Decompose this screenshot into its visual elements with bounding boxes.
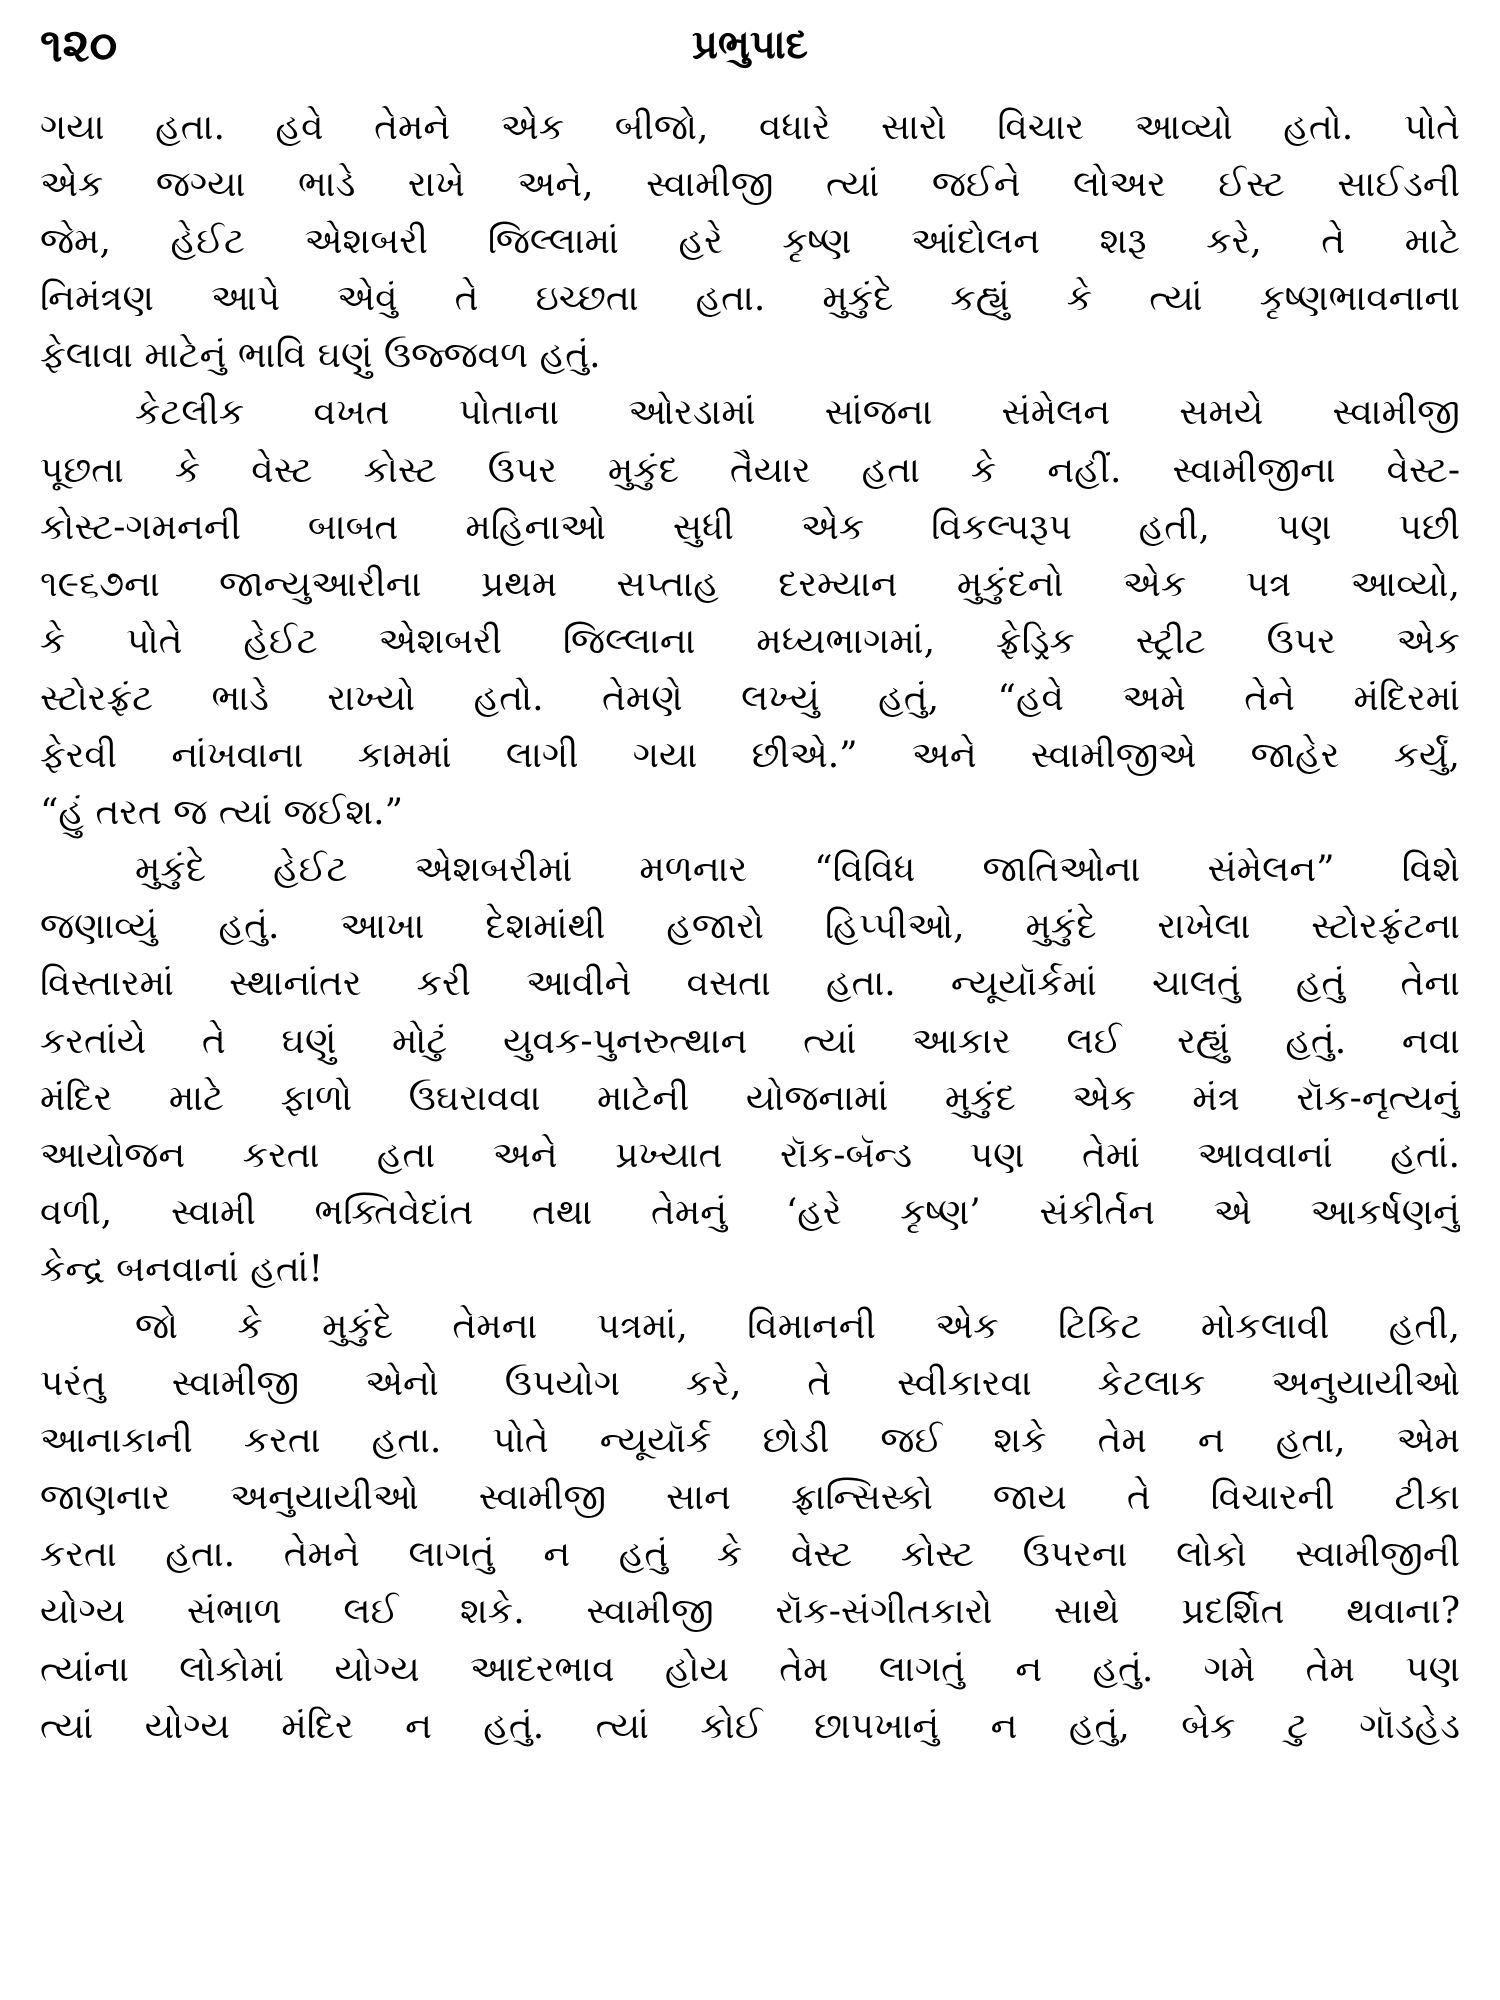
text-line: પરંતુ સ્વામીજી એનો ઉપયોગ કરે, તે સ્વીકારવા કેટલાક અનુયાયીઓ [40,1363,1460,1405]
text-line: ફેરવી નાંખવાના કામમાં લાગી ગયા છીએ.” અને સ્વામીજીએ જાહેર કર્યું, [40,735,1460,777]
text-line: નિમંત્રણ આપે એવું તે ઇચ્છતા હતા. મુકુંદે કહ્યું કે ત્યાં કૃષ્ણભાવનાના [40,278,1460,320]
text-line: કેન્દ્ર બનવાનાં હતાં! [40,1248,323,1290]
paragraph-first-line: મુકુંદે હેઈટ એશબરીમાં મળનાર “વિવિધ જાતિઓના સંમેલન” વિશે [135,849,1460,891]
running-title: પ્રભુપાદ [691,21,809,68]
page-number: ૧૨૦ [40,18,118,72]
text-line: આયોજન કરતા હતા અને પ્રખ્યાત રૉક-બૅન્ડ પણ તેમાં આવવાનાં હતાં. [40,1134,1460,1176]
text-line: ત્યાંના લોકોમાં યોગ્ય આદરભાવ હોય તેમ લાગતું ન હતું. ગમે તેમ પણ [40,1648,1460,1690]
text-line: સ્ટોરફ્રંટ ભાડે રાખ્યો હતો. તેમણે લખ્યું હતું, “હવે અમે તેને મંદિરમાં [40,677,1460,719]
running-head [40,10,1460,80]
text-line: ફેલાવા માટેનું ભાવિ ઘણું ઉજ્જવળ હતું. [40,335,601,377]
text-line: વિસ્તારમાં સ્થાનાંતર કરી આવીને વસતા હતા. ન્યૂયૉર્કમાં ચાલતું હતું તેના [40,963,1460,1005]
text-line: કરતા હતા. તેમને લાગતું ન હતું કે વેસ્ટ કોસ્ટ ઉપરના લોકો સ્વામીજીની [40,1534,1460,1576]
body-text [40,99,1460,1755]
text-line: જાણનાર અનુયાયીઓ સ્વામીજી સાન ફ્રાન્સિસ્કો જાય તે વિચારની ટીકા [40,1477,1460,1519]
text-line: “હું તરત જ ત્યાં જઈશ.” [40,792,403,834]
text-line: પૂછતા કે વેસ્ટ કોસ્ટ ઉપર મુકુંદ તૈયાર હતા કે નહીં. સ્વામીજીના વેસ્ટ- [40,449,1460,491]
text-line: વળી, સ્વામી ભક્તિવેદાંત તથા તેમનું ‘હરે કૃષ્ણ’ સંકીર્તન એ આકર્ષણનું [40,1191,1460,1233]
text-line: આનાકાની કરતા હતા. પોતે ન્યૂયૉર્ક છોડી જઈ શકે તેમ ન હતા, એમ [40,1420,1460,1462]
text-line: જેમ, હેઈટ એશબરી જિલ્લામાં હરે કૃષ્ણ આંદોલન શરૂ કરે, તે માટે [40,221,1460,263]
text-line: જણાવ્યું હતું. આખા દેશમાંથી હજારો હિપ્પીઓ, મુકુંદે રાખેલા સ્ટોરફ્રંટના [40,906,1460,948]
paragraph-first-line: જો કે મુકુંદે તેમના પત્રમાં, વિમાનની એક ટિકિટ મોકલાવી હતી, [135,1305,1460,1347]
text-line: ગયા હતા. હવે તેમને એક બીજો, વધારે સારો વિચાર આવ્યો હતો. પોતે [40,107,1460,148]
text-line: મંદિર માટે ફાળો ઉઘરાવવા માટેની યોજનામાં મુકુંદ એક મંત્ર રૉક-નૃત્યનું [40,1077,1460,1119]
paragraph-first-line: કેટલીક વખત પોતાના ઓરડામાં સાંજના સંમેલન સમયે સ્વામીજી [135,392,1460,434]
text-line: યોગ્ય સંભાળ લઈ શકે. સ્વામીજી રૉક-સંગીતકારો સાથે પ્રદર્શિત થવાના? [40,1591,1460,1633]
text-line: કે પોતે હેઈટ એશબરી જિલ્લાના મધ્યભાગમાં, ફ્રેડ્રિક સ્ટ્રીટ ઉપર એક [40,620,1460,662]
text-line: કરતાંયે તે ઘણું મોટું યુવક-પુનરુત્થાન ત્યાં આકાર લઈ રહ્યું હતું. નવા [40,1020,1460,1062]
text-line: ત્યાં યોગ્ય મંદિર ન હતું. ત્યાં કોઈ છાપખાનું ન હતું, બેક ટુ ગૉડહેડ [40,1705,1460,1747]
text-line: ૧૯૬૭ના જાન્યુઆરીના પ્રથમ સપ્તાહ દરમ્યાન મુકુંદનો એક પત્ર આવ્યો, [40,563,1460,605]
text-line: એક જગ્યા ભાડે રાખે અને, સ્વામીજી ત્યાં જઈને લોઅર ઈસ્ટ સાઈડની [40,164,1460,206]
text-line: કોસ્ટ-ગમનની બાબત મહિનાઓ સુધી એક વિકલ્પરૂપ હતી, પણ પછી [40,506,1460,548]
